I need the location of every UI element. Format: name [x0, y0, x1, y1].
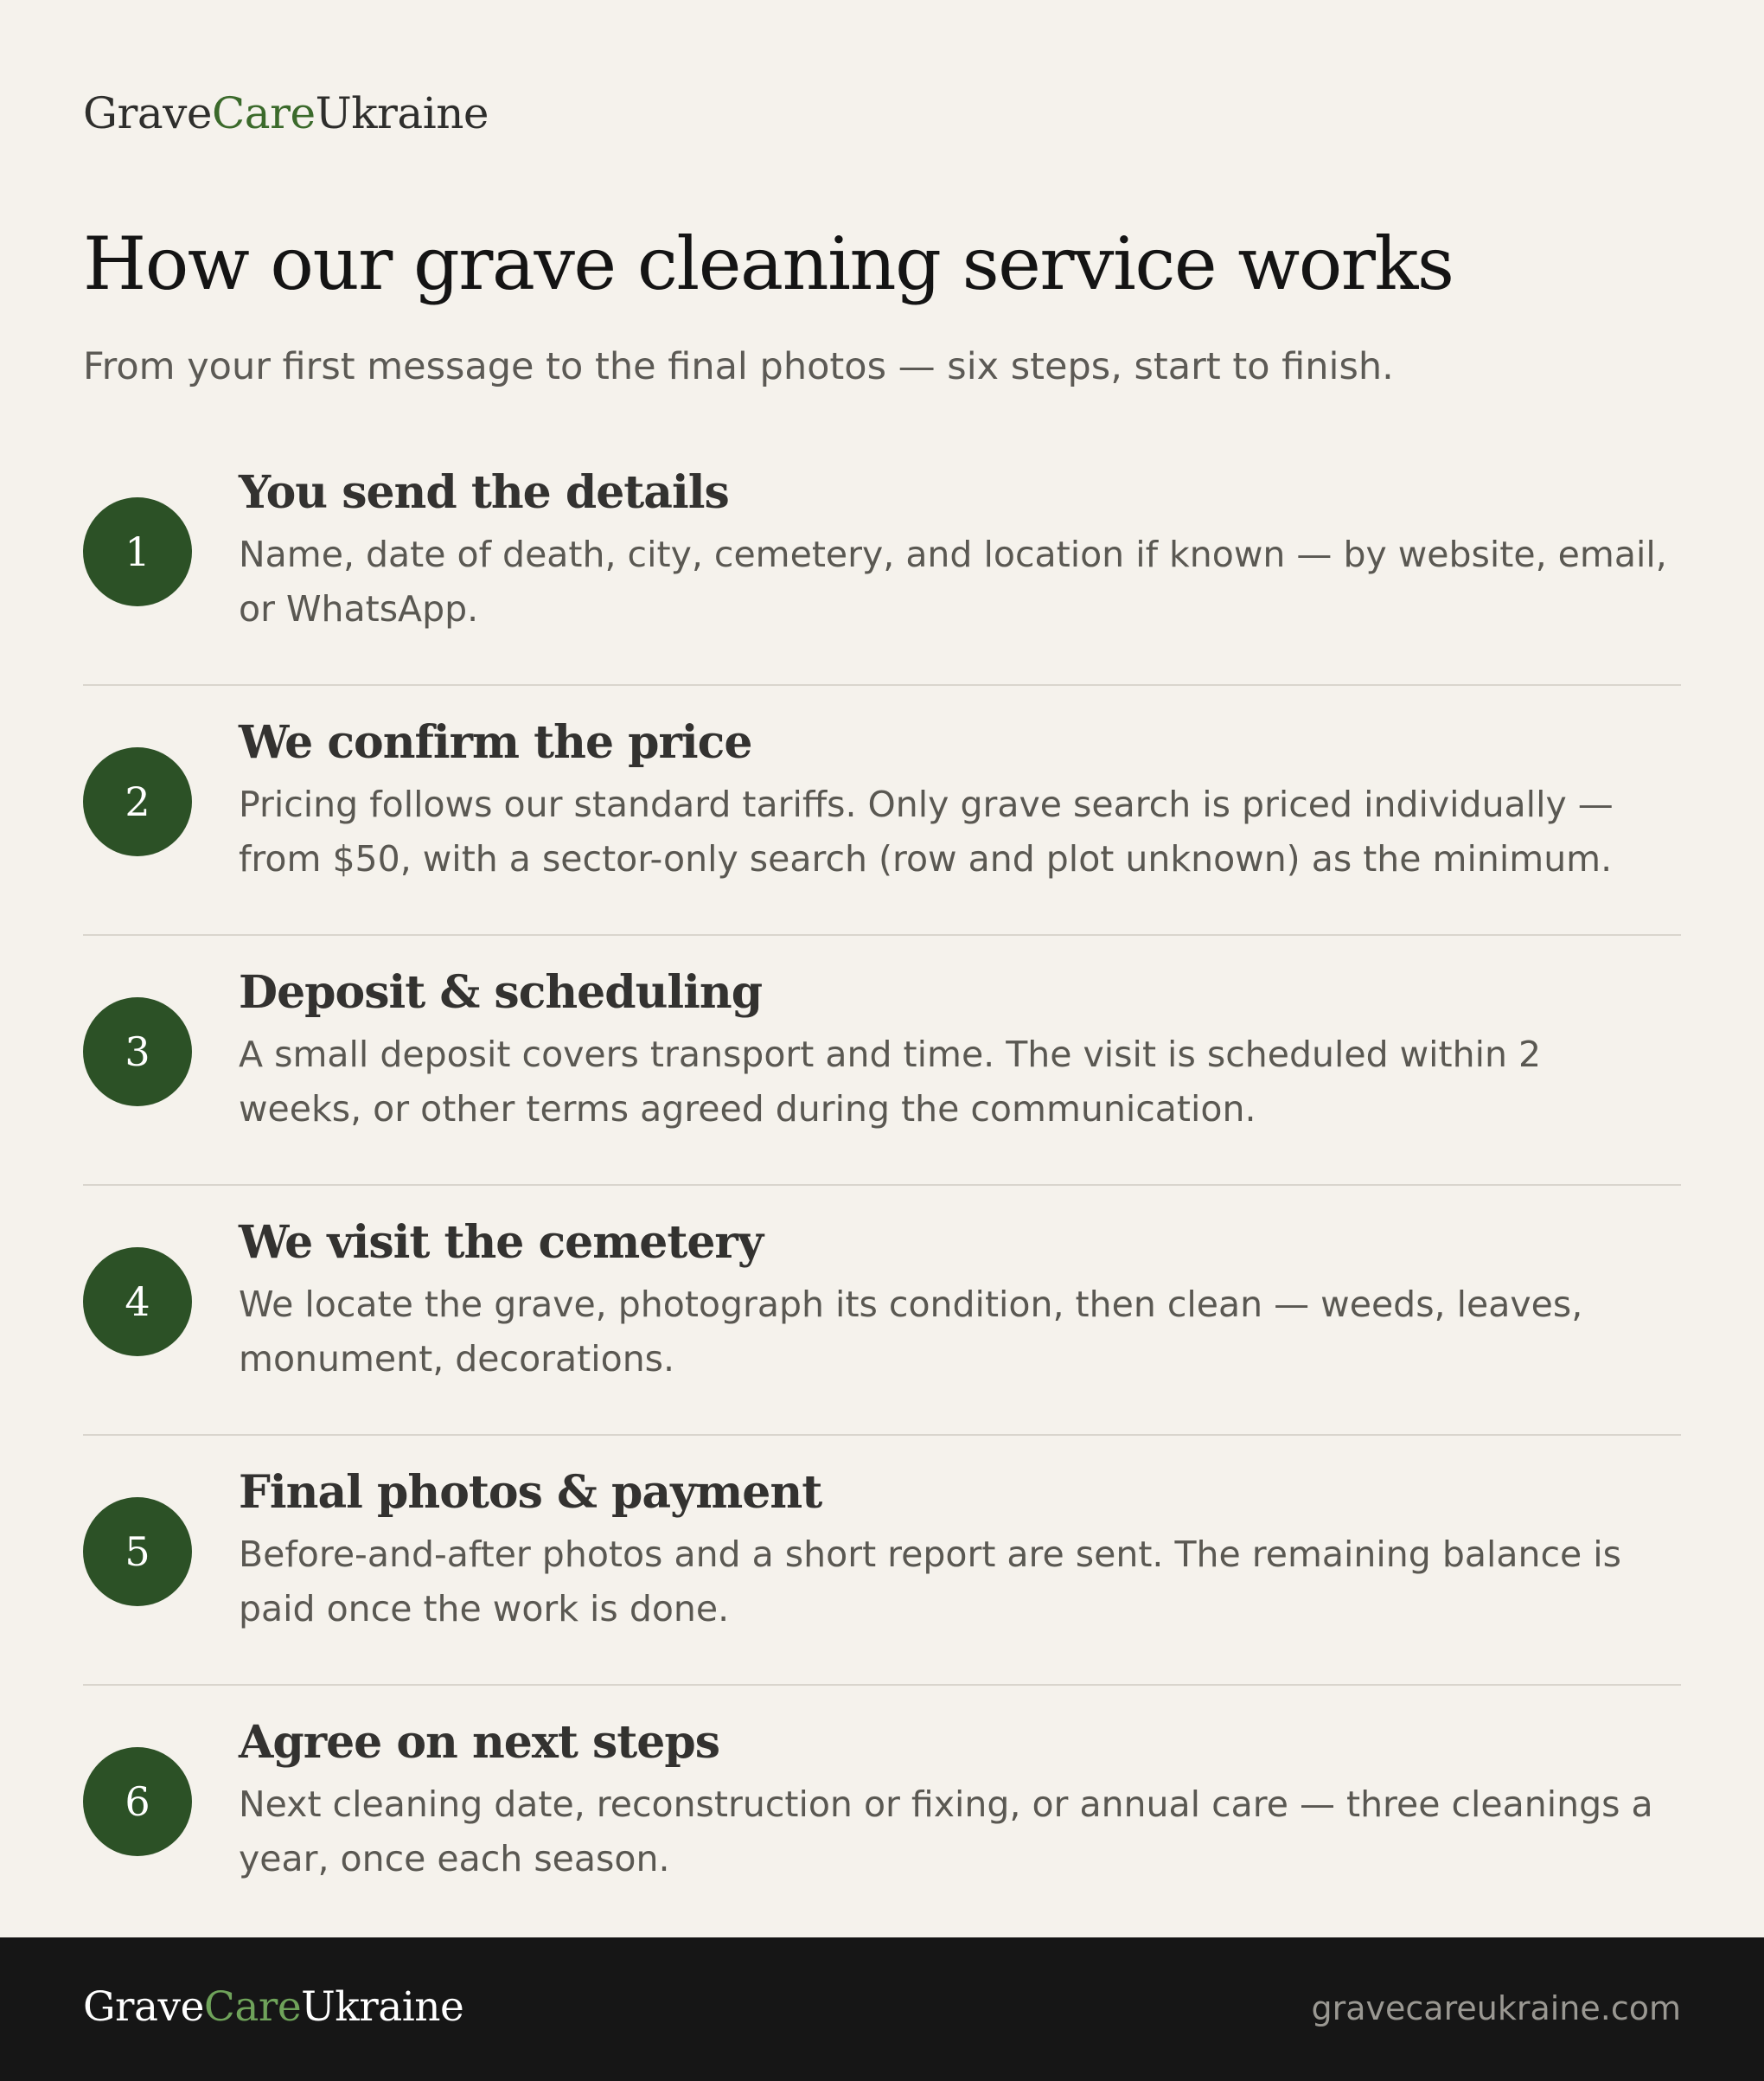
step-title: Agree on next steps: [239, 1716, 719, 1769]
page-subtitle: From your first message to the final photos — six steps, start to finish.: [83, 345, 1394, 388]
footer-brand-logo[interactable]: [83, 1977, 463, 2038]
page-title: How our grave cleaning service works: [83, 221, 1454, 306]
brand-logo-part-care: Care: [212, 88, 316, 138]
footer-website-link[interactable]: gravecareukraine.com: [1311, 1989, 1681, 2027]
footer-logo-part-grave: Grave: [83, 1983, 204, 2031]
steps-list: [83, 434, 1681, 1934]
footer: [0, 1937, 1764, 2081]
step-description: Next cleaning date, reconstruction or fixing, or annual care — three cleanings a year, once each season.: [239, 1783, 1653, 1879]
step-number-badge: 6: [83, 1747, 192, 1856]
step-item-3: [83, 934, 1681, 1184]
step-description: We locate the grave, photograph its condition, then clean — weeds, leaves, monument, decorations.: [239, 1284, 1583, 1380]
step-number-badge: 5: [83, 1497, 192, 1606]
step-number-badge: 4: [83, 1247, 192, 1356]
step-description: A small deposit covers transport and time. The visit is scheduled within 2 weeks, or other terms agreed during the communication.: [239, 1034, 1542, 1130]
step-title: We confirm the price: [239, 716, 752, 769]
step-description: Name, date of death, city, cemetery, and location if known — by website, email, or WhatsApp.: [239, 534, 1667, 630]
footer-logo-part-care: Care: [203, 1983, 302, 2031]
step-description: Pricing follows our standard tariffs. Only grave search is priced individually — from $50, with a sector-only search (row and plot unknown) as the minimum.: [239, 784, 1614, 880]
step-item-5: [83, 1434, 1681, 1684]
step-number-badge: 3: [83, 997, 192, 1106]
step-item-1: [83, 434, 1681, 684]
brand-logo[interactable]: [83, 83, 489, 144]
step-number-badge: 1: [83, 497, 192, 606]
step-title: Deposit & scheduling: [239, 966, 763, 1019]
step-title: Final photos & payment: [239, 1466, 822, 1519]
step-item-4: [83, 1184, 1681, 1434]
brand-logo-part-grave: Grave: [83, 88, 212, 138]
step-title: We visit the cemetery: [239, 1216, 764, 1269]
step-title: You send the details: [239, 466, 729, 519]
footer-logo-part-ukraine: Ukraine: [301, 1983, 464, 2031]
brand-logo-part-ukraine: Ukraine: [315, 88, 489, 138]
step-description: Before-and-after photos and a short report are sent. The remaining balance is paid once the work is done.: [239, 1534, 1622, 1630]
step-item-2: [83, 684, 1681, 934]
step-item-6: [83, 1684, 1681, 1934]
step-number-badge: 2: [83, 747, 192, 856]
